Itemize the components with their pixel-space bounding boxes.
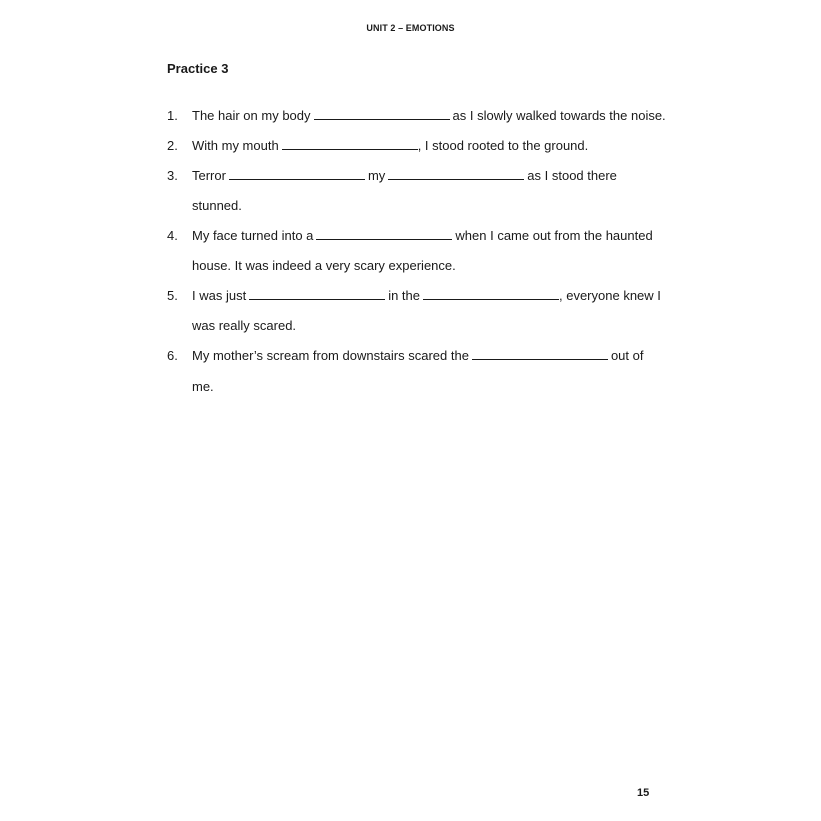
answer-blank[interactable] (314, 108, 450, 120)
item-text: as I slowly walked towards the noise. (452, 108, 666, 123)
page-header: UNIT 2 – EMOTIONS (366, 23, 455, 33)
answer-blank[interactable] (282, 138, 418, 150)
item-text: my (367, 168, 386, 183)
item-number: 4. (167, 228, 178, 243)
exercise-item-5 (167, 288, 661, 304)
item-5-continuation: was really scared. (192, 318, 297, 333)
practice-title: Practice 3 (167, 61, 229, 76)
item-text: With my mouth (192, 138, 279, 153)
item-number: 6. (167, 348, 178, 363)
item-number: 5. (167, 288, 178, 303)
item-text: in the (388, 288, 420, 303)
exercise-item-1 (167, 108, 666, 124)
item-3-continuation: stunned. (192, 198, 242, 213)
item-text: My face turned into a (192, 228, 314, 243)
answer-blank[interactable] (472, 348, 608, 360)
exercise-item-4 (167, 228, 653, 244)
answer-blank[interactable] (229, 168, 365, 180)
item-number: 1. (167, 108, 178, 123)
item-text: as I stood there (527, 168, 617, 183)
item-number: 2. (167, 138, 178, 153)
item-number: 3. (167, 168, 178, 183)
item-text: out of (610, 348, 644, 363)
exercise-item-3 (167, 168, 617, 184)
item-4-continuation: house. It was indeed a very scary experience. (192, 258, 456, 273)
answer-blank[interactable] (249, 288, 385, 300)
item-text: , I stood rooted to the ground. (417, 138, 589, 153)
exercise-item-6 (167, 348, 643, 364)
item-text: I was just (192, 288, 247, 303)
item-text: , everyone knew I (559, 288, 661, 303)
exercise-item-2 (167, 138, 588, 154)
page-number: 15 (637, 787, 650, 799)
item-text: Terror (192, 168, 226, 183)
item-6-continuation: me. (192, 379, 214, 394)
item-text: My mother’s scream from downstairs scared the (192, 348, 469, 363)
answer-blank[interactable] (388, 168, 524, 180)
item-text: when I came out from the haunted (455, 228, 653, 243)
answer-blank[interactable] (423, 288, 559, 300)
item-text: The hair on my body (192, 108, 311, 123)
answer-blank[interactable] (316, 228, 452, 240)
